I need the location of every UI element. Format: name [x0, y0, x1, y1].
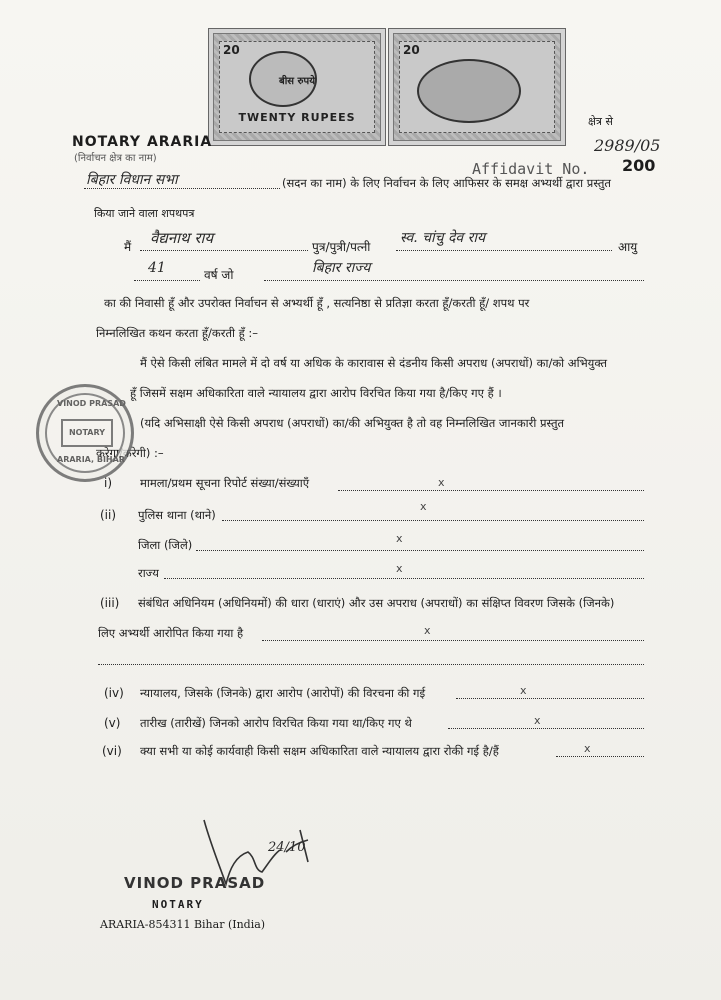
deponent-name-handwritten: वैद्यनाथ राय [150, 229, 214, 247]
dotted-line [396, 250, 612, 251]
strike-mark: x [438, 476, 445, 489]
stamp-hindi-text: बीस रुपये [279, 76, 316, 87]
place-handwritten: बिहार राज्य [312, 260, 371, 276]
item-i-text: मामला/प्रथम सूचना रिपोर्ट संख्या/संख्याएँ [140, 476, 310, 490]
dotted-line [338, 490, 644, 491]
notary-title: NOTARY [152, 898, 204, 911]
age-label: आयु [618, 240, 638, 254]
strike-mark: x [584, 742, 591, 755]
item-iii-number: (iii) [100, 596, 120, 610]
item-iii-text: संबंधित अधिनियम (अधिनियमों) की धारा (धाराएं) और उस अपराध (अपराधों) का संक्षिप्त विवरण जिसके (जिनके) [138, 596, 615, 610]
dotted-line [456, 698, 644, 699]
item-vi-number: (vi) [102, 744, 122, 758]
item-ii-text: पुलिस थाना (थाने) [138, 508, 216, 522]
item-iv-text: न्यायालय, जिसके (जिनके) द्वारा आरोप (आरोपों) की विरचना की गई [140, 686, 426, 700]
strike-mark: x [424, 624, 431, 637]
dotted-line [222, 520, 644, 521]
dotted-line [448, 728, 644, 729]
item-ii-district: जिला (जिले) [138, 538, 193, 552]
strike-mark: x [520, 684, 527, 697]
years-label: वर्ष जो [204, 268, 234, 282]
dotted-line [556, 756, 644, 757]
notary-location-text: NOTARY ARARIA [72, 134, 213, 150]
text-line-1: (सदन का नाम) के लिए निर्वाचन के लिए आफिसर के समक्ष अभ्यर्थी द्वारा प्रस्तुत [282, 176, 611, 190]
affidavit-number-top: 2989/05 [594, 136, 661, 155]
house-name-handwritten: बिहार विधान सभा [86, 172, 178, 188]
seal-center-text: NOTARY [61, 419, 113, 447]
dotted-line [134, 280, 200, 281]
court-fee-stamp-left [208, 28, 386, 146]
clause-1-line-b: हूँ जिसमें सक्षम अधिकारिता वाले न्यायालय द्वारा आरोप विरचित किया गया है/किए गए हैं । [130, 386, 502, 400]
notary-seal [36, 384, 134, 482]
strike-mark: x [534, 714, 541, 727]
item-vi-text: क्या सभी या कोई कार्यवाही किसी सक्षम अधिकारिता वाले न्यायालय द्वारा रोकी गई है/हैं [140, 744, 499, 758]
text-resident-line: का की निवासी हूँ और उपरोक्त निर्वाचन से अभ्यर्थी हूँ , सत्यनिष्ठा से प्रतिज्ञा करता हूँ/करती हूँ/ शपथ पर [104, 296, 530, 310]
main-prefix: मैं [124, 240, 132, 254]
dotted-line [164, 578, 644, 579]
clause-2-line-b: करेगा/करेगी) :– [96, 446, 164, 460]
notary-name: VINOD PRASAD [124, 874, 266, 892]
item-i-number: i) [104, 476, 113, 490]
affidavit-label: Affidavit No. [472, 160, 590, 178]
strike-mark: x [396, 532, 403, 545]
stamp-denomination: TWENTY RUPEES [238, 111, 356, 124]
text-statement-line: निम्नलिखित कथन करता हूँ/करती हूँ :– [96, 326, 259, 340]
dotted-line [140, 250, 308, 251]
header-right-text: क्षेत्र से [588, 115, 613, 128]
item-iii-text-2: लिए अभ्यर्थी आरोपित किया गया है [98, 626, 244, 640]
affidavit-number-bottom: 200 [622, 156, 656, 175]
strike-mark: x [396, 562, 403, 575]
dotted-line [196, 550, 644, 551]
stamp-value-left: 20 [223, 43, 240, 57]
item-v-number: (v) [104, 716, 121, 730]
relation-label: पुत्र/पुत्री/पत्नी [312, 240, 371, 254]
item-iv-number: (iv) [104, 686, 124, 700]
item-ii-state: राज्य [138, 566, 159, 580]
constituency-label: (निर्वाचन क्षेत्र का नाम) [74, 153, 157, 164]
item-ii-number: (ii) [100, 508, 117, 522]
strike-mark: x [420, 500, 427, 513]
dotted-line [98, 664, 644, 665]
dotted-line [262, 640, 644, 641]
clause-1-line-a: मैं ऐसे किसी लंबित मामले में दो वर्ष या अधिक के कारावास से दंडनीय किसी अपराध (अपराधों) का/को अभियुक्त [140, 356, 608, 370]
dotted-line [264, 280, 644, 281]
seal-top-text: VINOD PRASAD [57, 399, 126, 408]
dotted-line [84, 188, 280, 189]
age-handwritten: 41 [148, 260, 166, 276]
signature-initial: 24/10 [268, 840, 306, 855]
court-fee-stamp-right [388, 28, 566, 146]
notary-address: ARARIA-854311 Bihar (India) [100, 918, 266, 931]
text-line-2: किया जाने वाला शपथपत्र [94, 207, 195, 220]
emblem-icon [417, 59, 521, 123]
stamp-value-right: 20 [403, 43, 420, 57]
seal-bottom-text: ARARIA, BIHAR [57, 455, 125, 464]
item-v-text: तारीख (तारीखें) जिनको आरोप विरचित किया गया था/किए गए थे [140, 716, 412, 730]
clause-2-line-a: (यदि अभिसाक्षी ऐसे किसी अपराध (अपराधों) का/की अभियुक्त है तो वह निम्नलिखित जानकारी प्रस्तुत [140, 416, 565, 430]
father-name-handwritten: स्व. चांचु देव राय [400, 230, 486, 246]
